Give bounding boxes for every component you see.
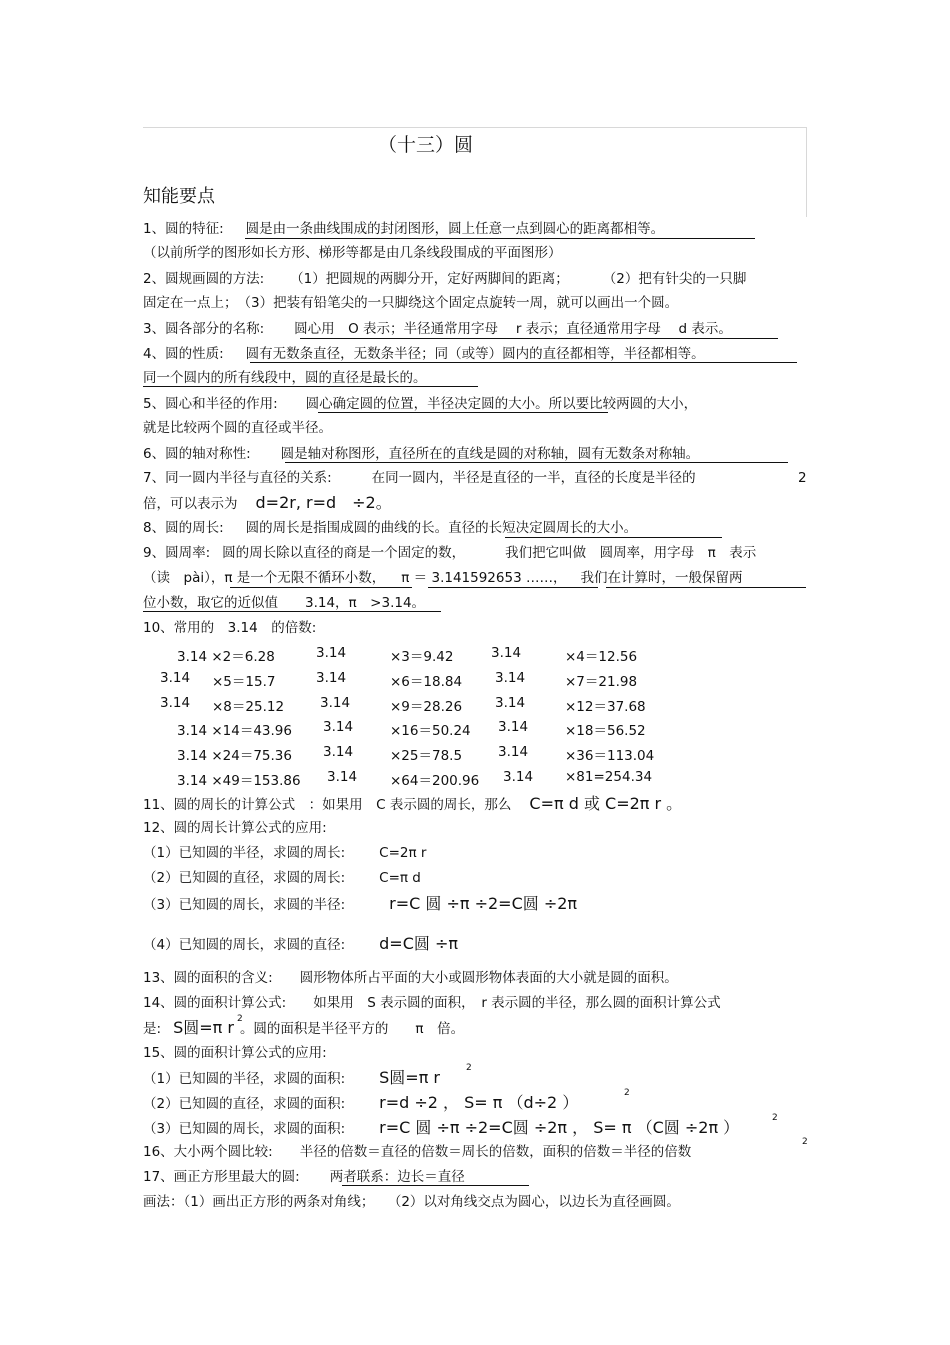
point-8-text: 圆的周长是指围成圆的曲线的长。直径的长短决定圆周长的大小。 bbox=[245, 520, 638, 536]
point-7-formula: d=2r, r=d ÷2。 bbox=[255, 493, 392, 512]
point-4-label: 4、圆的性质: bbox=[143, 346, 224, 362]
point-3 bbox=[143, 319, 732, 339]
point-15b bbox=[143, 1093, 578, 1114]
point-8 bbox=[143, 518, 637, 538]
point-9-text2: 我们把它叫做 圆周率，用字母 π 表示 bbox=[505, 545, 757, 561]
underline bbox=[285, 462, 788, 463]
point-4 bbox=[143, 344, 705, 364]
point-4-text: 圆有无数条直径，无数条半径；同（或等）圆内的直径都相等，半径都相等。 bbox=[245, 346, 705, 362]
point-17-method: 画法：（1）画出正方形的两条对角线； （2）以对角线交点为圆心，以边长为直径画圆。 bbox=[143, 1194, 680, 1210]
point-15c-formula: r=C 圆 ÷π ÷2=C圆 ÷2π ， S= π （C圆 ÷2π ） bbox=[379, 1118, 740, 1137]
point-9-cont2: 位小数，取它的近似值 3.14，π >3.14。 bbox=[143, 595, 426, 611]
underline bbox=[143, 611, 441, 612]
point-9-cont bbox=[143, 568, 742, 588]
multiple-cell: 3.14 ×14＝43.96 bbox=[177, 723, 292, 739]
superscript: 2 bbox=[624, 1088, 630, 1098]
multiple-cell: 3.14 ×24＝75.36 bbox=[177, 748, 292, 764]
underline bbox=[245, 238, 755, 239]
superscript: 2 bbox=[772, 1113, 778, 1123]
point-7-text: 在同一圆内，半径是直径的一半，直径的长度是半径的 bbox=[371, 470, 696, 486]
point-17 bbox=[143, 1167, 465, 1187]
point-12b bbox=[143, 868, 421, 888]
point-12d-formula: d=C圆 ÷π bbox=[379, 934, 459, 953]
underline bbox=[250, 362, 797, 363]
underline bbox=[505, 537, 722, 538]
point-4-cont: 同一个圆内的所有线段中，圆的直径是最长的。 bbox=[143, 370, 427, 386]
point-12d bbox=[143, 934, 458, 955]
multiple-cell: 3.14 bbox=[498, 744, 529, 760]
point-5-label: 5、圆心和半径的作用: bbox=[143, 396, 278, 412]
underline bbox=[230, 587, 412, 588]
underline bbox=[143, 386, 478, 387]
point-12b-text: （2）已知圆的直径，求圆的周长: bbox=[143, 870, 346, 886]
multiple-cell: 3.14 bbox=[495, 695, 526, 711]
point-14-cont bbox=[143, 1018, 464, 1039]
multiple-cell: 3.14 bbox=[320, 695, 351, 711]
point-12c-text: （3）已知圆的周长，求圆的半径: bbox=[143, 897, 346, 913]
point-13: 13、圆的面积的含义: 圆形物体所占平面的大小或圆形物体表面的大小就是圆的面积。 bbox=[143, 970, 678, 986]
point-9-cont-text3: 我们在计算时，一般保留两 bbox=[580, 570, 743, 586]
point-6 bbox=[143, 444, 699, 464]
multiple-cell: 3.14 bbox=[316, 645, 347, 661]
multiple-cell: 3.14 bbox=[160, 670, 191, 686]
superscript: 2 bbox=[466, 1063, 472, 1073]
point-1 bbox=[143, 219, 664, 239]
point-6-text: 圆是轴对称图形，直径所在的直线是圆的对称轴，圆有无数条对称轴。 bbox=[280, 446, 700, 462]
point-14-cont-text: 。圆的面积是半径平方的 π 倍。 bbox=[239, 1021, 465, 1037]
point-17-text: 两者联系：边长＝直径 bbox=[329, 1169, 465, 1185]
point-16: 16、大小两个圆比较: 半径的倍数＝直径的倍数＝周长的倍数，面积的倍数＝半径的倍数 bbox=[143, 1144, 692, 1160]
point-7-number: 2 bbox=[798, 470, 807, 486]
multiple-cell: ×4＝12.56 bbox=[565, 649, 638, 665]
point-12b-formula: C=π d bbox=[379, 870, 421, 886]
multiple-cell: 3.14 ×49＝153.86 bbox=[177, 773, 301, 789]
point-9-cont-text: （读 pài），π 是一个无限不循环小数， bbox=[143, 570, 386, 586]
multiple-cell: ×64＝200.96 bbox=[390, 773, 480, 789]
multiple-cell: 3.14 bbox=[498, 719, 529, 735]
multiple-cell: ×6＝18.84 bbox=[390, 674, 463, 690]
multiple-cell: 3.14 ×2＝6.28 bbox=[177, 649, 275, 665]
multiple-cell: 3.14 bbox=[491, 645, 522, 661]
point-15c-text: （3）已知圆的周长，求圆的面积: bbox=[143, 1121, 346, 1137]
point-1-text: 圆是由一条曲线围成的封闭图形，圆上任意一点到圆心的距离都相等。 bbox=[245, 221, 665, 237]
point-8-label: 8、圆的周长: bbox=[143, 520, 224, 536]
point-9-pi-value: π ＝ 3.141592653 ……， bbox=[401, 570, 567, 586]
point-17-label: 17、画正方形里最大的圆: bbox=[143, 1169, 300, 1185]
point-12c-formula: r=C 圆 ÷π ÷2=C圆 ÷2π bbox=[389, 894, 578, 913]
page-title: （十三）圆 bbox=[378, 134, 474, 156]
point-7-cont bbox=[143, 493, 392, 514]
multiple-cell: 3.14 bbox=[503, 769, 534, 785]
point-15a bbox=[143, 1068, 440, 1089]
multiple-cell: ×9＝28.26 bbox=[390, 699, 463, 715]
point-2-label: 2、圆规画圆的方法: bbox=[143, 271, 265, 287]
underline bbox=[300, 338, 778, 339]
section-heading: 知能要点 bbox=[143, 186, 215, 207]
multiple-cell: 3.14 bbox=[495, 670, 526, 686]
multiple-cell: 3.14 bbox=[327, 769, 358, 785]
point-15a-formula: S圆=π r bbox=[379, 1068, 441, 1087]
point-15c bbox=[143, 1118, 739, 1139]
point-12a-text: （1）已知圆的半径，求圆的周长: bbox=[143, 845, 346, 861]
point-12c bbox=[143, 894, 577, 915]
point-9-text: 圆的周长除以直径的商是一个固定的数， bbox=[222, 545, 466, 561]
point-2-text2: （2）把有针尖的一只脚 bbox=[602, 271, 747, 287]
multiple-cell: ×7＝21.98 bbox=[565, 674, 638, 690]
point-15a-text: （1）已知圆的半径，求圆的面积: bbox=[143, 1071, 346, 1087]
underline bbox=[606, 587, 806, 588]
multiple-cell: ×16＝50.24 bbox=[390, 723, 471, 739]
point-2-cont: 固定在一点上； （3）把装有铅笔尖的一只脚绕这个固定点旋转一周，就可以画出一个圆。 bbox=[143, 295, 679, 311]
multiple-cell: 3.14 bbox=[316, 670, 347, 686]
point-3-label: 3、圆各部分的名称: bbox=[143, 321, 265, 337]
point-11-text: 11、圆的周长的计算公式 ：如果用 C 表示圆的周长，那么 bbox=[143, 797, 512, 813]
point-7-label: 7、同一圆内半径与直径的关系: bbox=[143, 470, 332, 486]
point-7 bbox=[143, 468, 696, 488]
multiple-cell: ×3＝9.42 bbox=[390, 649, 454, 665]
point-12d-text: （4）已知圆的周长，求圆的直径: bbox=[143, 937, 346, 953]
point-12: 12、圆的周长计算公式的应用: bbox=[143, 820, 327, 836]
point-1-note: （以前所学的图形如长方形、梯形等都是由几条线段围成的平面图形） bbox=[143, 245, 562, 261]
superscript: 2 bbox=[237, 1014, 243, 1024]
frame-right-border bbox=[806, 127, 807, 217]
point-14-formula: S圆=π r bbox=[173, 1018, 234, 1037]
multiple-cell: ×8＝25.12 bbox=[212, 699, 285, 715]
underline bbox=[342, 1185, 529, 1186]
multiple-cell: 3.14 bbox=[323, 719, 354, 735]
multiple-cell: ×36＝113.04 bbox=[565, 748, 655, 764]
multiple-cell: ×25＝78.5 bbox=[390, 748, 463, 764]
point-11 bbox=[143, 794, 682, 815]
point-14: 14、圆的面积计算公式: 如果用 S 表示圆的面积， r 表示圆的半径，那么圆的面积计算公式 bbox=[143, 995, 721, 1011]
superscript: 2 bbox=[802, 1137, 808, 1147]
point-5-text: 圆心确定圆的位置，半径决定圆的大小。所以要比较两圆的大小， bbox=[305, 396, 698, 412]
point-15: 15、圆的面积计算公式的应用: bbox=[143, 1045, 327, 1061]
point-12a bbox=[143, 843, 426, 863]
point-2 bbox=[143, 269, 746, 289]
point-12a-formula: C=2π r bbox=[379, 845, 427, 861]
multiple-cell: ×18＝56.52 bbox=[565, 723, 646, 739]
point-2-text: （1）把圆规的两脚分开，定好两脚间的距离； bbox=[290, 271, 569, 287]
multiple-cell: 3.14 bbox=[160, 695, 191, 711]
point-1-label: 1、圆的特征: bbox=[143, 221, 224, 237]
underline bbox=[318, 412, 608, 413]
point-14-cont-label: 是: bbox=[143, 1021, 162, 1037]
multiple-cell: ×5＝15.7 bbox=[212, 674, 276, 690]
point-5 bbox=[143, 394, 697, 414]
multiple-cell: 3.14 bbox=[323, 744, 354, 760]
multiple-cell: ×12＝37.68 bbox=[565, 699, 646, 715]
underline bbox=[428, 587, 598, 588]
point-9-label: 9、圆周率: bbox=[143, 545, 211, 561]
point-11-formula: C=π d 或 C=2π r 。 bbox=[529, 794, 683, 813]
point-9 bbox=[143, 543, 756, 563]
point-10: 10、常用的 3.14 的倍数: bbox=[143, 620, 317, 636]
frame-top-border bbox=[143, 127, 807, 128]
point-3-text: 圆心用 O 表示；半径通常用字母 r 表示；直径通常用字母 d 表示。 bbox=[294, 321, 732, 337]
point-6-label: 6、圆的轴对称性: bbox=[143, 446, 251, 462]
point-5-cont: 就是比较两个圆的直径或半径。 bbox=[143, 420, 332, 436]
point-15b-formula: r=d ÷2 ， S= π （d÷2 ） bbox=[379, 1093, 579, 1112]
multiple-cell: ×81=254.34 bbox=[565, 769, 653, 785]
point-15b-text: （2）已知圆的直径，求圆的面积: bbox=[143, 1096, 346, 1112]
point-7-cont-text: 倍，可以表示为 bbox=[143, 496, 238, 512]
